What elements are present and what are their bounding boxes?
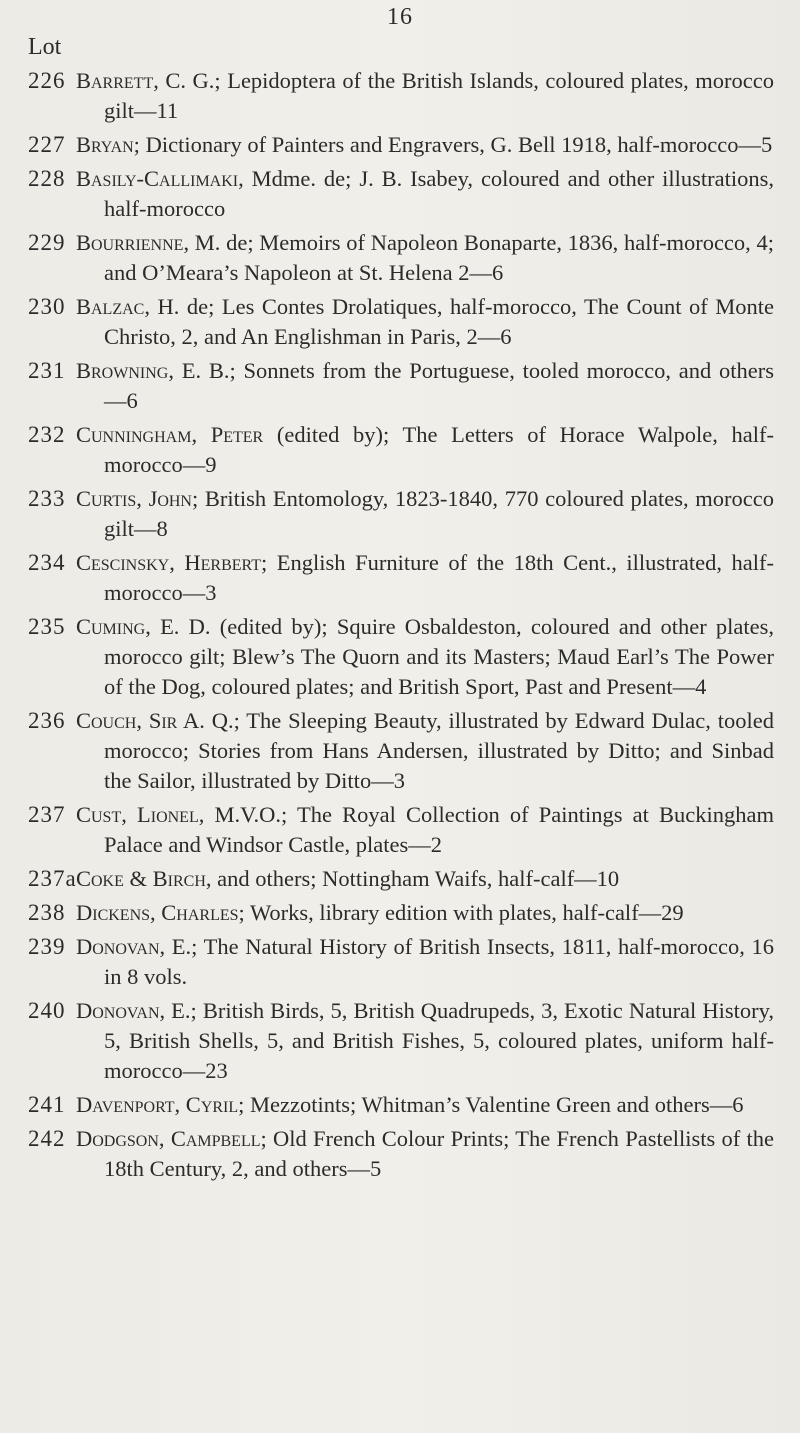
lot-entry <box>0 66 800 126</box>
lot-entry <box>0 996 800 1086</box>
lot-entry <box>0 356 800 416</box>
author-name: Couch, Sir <box>76 708 178 733</box>
lot-number: 235 <box>28 614 66 639</box>
description-text: Mezzotints; Whitman’s Valentine Green and others—6 <box>244 1092 744 1117</box>
description-text: E.; British Birds, 5, British Quadrupeds, 3, Exotic Natural History, 5, British Shells, 5, and British Fishes, 5, coloured plates, uniform half-morocco—23 <box>104 998 774 1083</box>
lot-description <box>76 484 774 544</box>
lot-entry <box>0 130 800 160</box>
lot-entry <box>0 706 800 796</box>
lot-description <box>76 612 774 702</box>
lot-entry <box>0 898 800 928</box>
lot-description <box>76 1090 774 1120</box>
lot-description <box>76 898 774 928</box>
lot-description <box>76 130 774 160</box>
lot-number: 238 <box>28 900 66 925</box>
lot-description <box>76 800 774 860</box>
author-name: Bourrienne, <box>76 230 190 255</box>
description-text: E.; The Natural History of British Insects, 1811, half-morocco, 16 in 8 vols. <box>104 934 774 989</box>
lot-number: 236 <box>28 708 66 733</box>
description-text: British Entomology, 1823-1840, 770 coloured plates, morocco gilt—8 <box>104 486 774 541</box>
author-name: Cunningham, Peter <box>76 422 264 447</box>
description-text: A. Q.; The Sleeping Beauty, illustrated by Edward Dulac, tooled morocco; Stories from Hans Andersen, illustrated by Ditto; and Sinbad the Sailor, illustrated by Ditto—3 <box>104 708 774 793</box>
author-name: Cuming, <box>76 614 151 639</box>
lot-number: 241 <box>28 1092 66 1117</box>
author-name: Coke & Birch, <box>76 866 212 891</box>
lot-number: 232 <box>28 422 66 447</box>
lot-number: 242 <box>28 1126 66 1151</box>
lot-description <box>76 996 774 1086</box>
description-text: M. de; Memoirs of Napoleon Bonaparte, 1836, half-morocco, 4; and O’Meara’s Napoleon at St. Helena 2—6 <box>104 230 774 285</box>
lot-description <box>76 864 774 894</box>
lot-description <box>76 548 774 608</box>
lot-entry <box>0 932 800 992</box>
lot-description <box>76 706 774 796</box>
lot-entry <box>0 292 800 352</box>
lot-entry <box>0 864 800 894</box>
lot-number: 230 <box>28 294 66 319</box>
author-name: Cust, Lionel, <box>76 802 205 827</box>
lot-number: 229 <box>28 230 66 255</box>
page-number: 16 <box>387 4 413 30</box>
description-text: C. G.; Lepidoptera of the British Islands, coloured plates, morocco gilt—11 <box>104 68 774 123</box>
author-name: Davenport, Cyril; <box>76 1092 245 1117</box>
lot-description <box>76 164 774 224</box>
author-name: Dickens, Charles; <box>76 900 245 925</box>
author-name: Curtis, John; <box>76 486 199 511</box>
lot-number: 231 <box>28 358 66 383</box>
lot-entry <box>0 228 800 288</box>
lot-description <box>76 932 774 992</box>
lot-description <box>76 228 774 288</box>
author-name: Barrett, <box>76 68 159 93</box>
lot-entry <box>0 612 800 702</box>
lot-number: 226 <box>28 68 66 93</box>
description-text: M.V.O.; The Royal Collection of Paintings at Buckingham Palace and Windsor Castle, plates—2 <box>104 802 774 857</box>
author-name: Browning, <box>76 358 174 383</box>
author-name: Balzac, <box>76 294 150 319</box>
lot-entry <box>0 800 800 860</box>
description-text: E. B.; Sonnets from the Portuguese, tooled morocco, and others—6 <box>104 358 774 413</box>
description-text: Mdme. de; J. B. Isabey, coloured and other illustrations, half-morocco <box>104 166 774 221</box>
lot-description <box>76 1124 774 1184</box>
lot-number: 239 <box>28 934 66 959</box>
lot-number: 228 <box>28 166 66 191</box>
lot-description <box>76 420 774 480</box>
lot-entry <box>0 1090 800 1120</box>
lot-number: 233 <box>28 486 66 511</box>
description-text: E. D. (edited by); Squire Osbaldeston, coloured and other plates, morocco gilt; Blew’s The Quorn and its Masters; Maud Earl’s The Power of the Dog, coloured plates; and British Sport, Past and Present—4 <box>104 614 774 699</box>
lot-entries <box>0 66 800 1188</box>
description-text: Works, library edition with plates, half-calf—29 <box>244 900 684 925</box>
lot-entry <box>0 548 800 608</box>
lot-entry <box>0 1124 800 1184</box>
author-name: Cescinsky, Herbert; <box>76 550 268 575</box>
lot-column-header: Lot <box>28 34 62 60</box>
description-text: and others; Nottingham Waifs, half-calf—10 <box>211 866 620 891</box>
description-text: H. de; Les Contes Drolatiques, half-morocco, The Count of Monte Christo, 2, and An Englishman in Paris, 2—6 <box>104 294 774 349</box>
lot-number: 240 <box>28 998 66 1023</box>
description-text: Dictionary of Painters and Engravers, G. Bell 1918, half-morocco—5 <box>139 132 773 157</box>
author-name: Bryan; <box>76 132 140 157</box>
lot-entry <box>0 484 800 544</box>
lot-number: 237a <box>28 866 77 891</box>
lot-description <box>76 356 774 416</box>
lot-description <box>76 66 774 126</box>
lot-description <box>76 292 774 352</box>
description-text: (edited by); The Letters of Horace Walpole, half-morocco—9 <box>104 422 774 477</box>
description-text: English Furniture of the 18th Cent., illustrated, half-morocco—3 <box>104 550 774 605</box>
author-name: Donovan, <box>76 934 166 959</box>
lot-number: 234 <box>28 550 66 575</box>
lot-number: 227 <box>28 132 66 157</box>
lot-entry <box>0 164 800 224</box>
author-name: Dodgson, Campbell; <box>76 1126 267 1151</box>
lot-number: 237 <box>28 802 66 827</box>
author-name: Basily-Callimaki, <box>76 166 244 191</box>
lot-entry <box>0 420 800 480</box>
description-text: Old French Colour Prints; The French Pastellists of the 18th Century, 2, and others—5 <box>104 1126 774 1181</box>
author-name: Donovan, <box>76 998 166 1023</box>
